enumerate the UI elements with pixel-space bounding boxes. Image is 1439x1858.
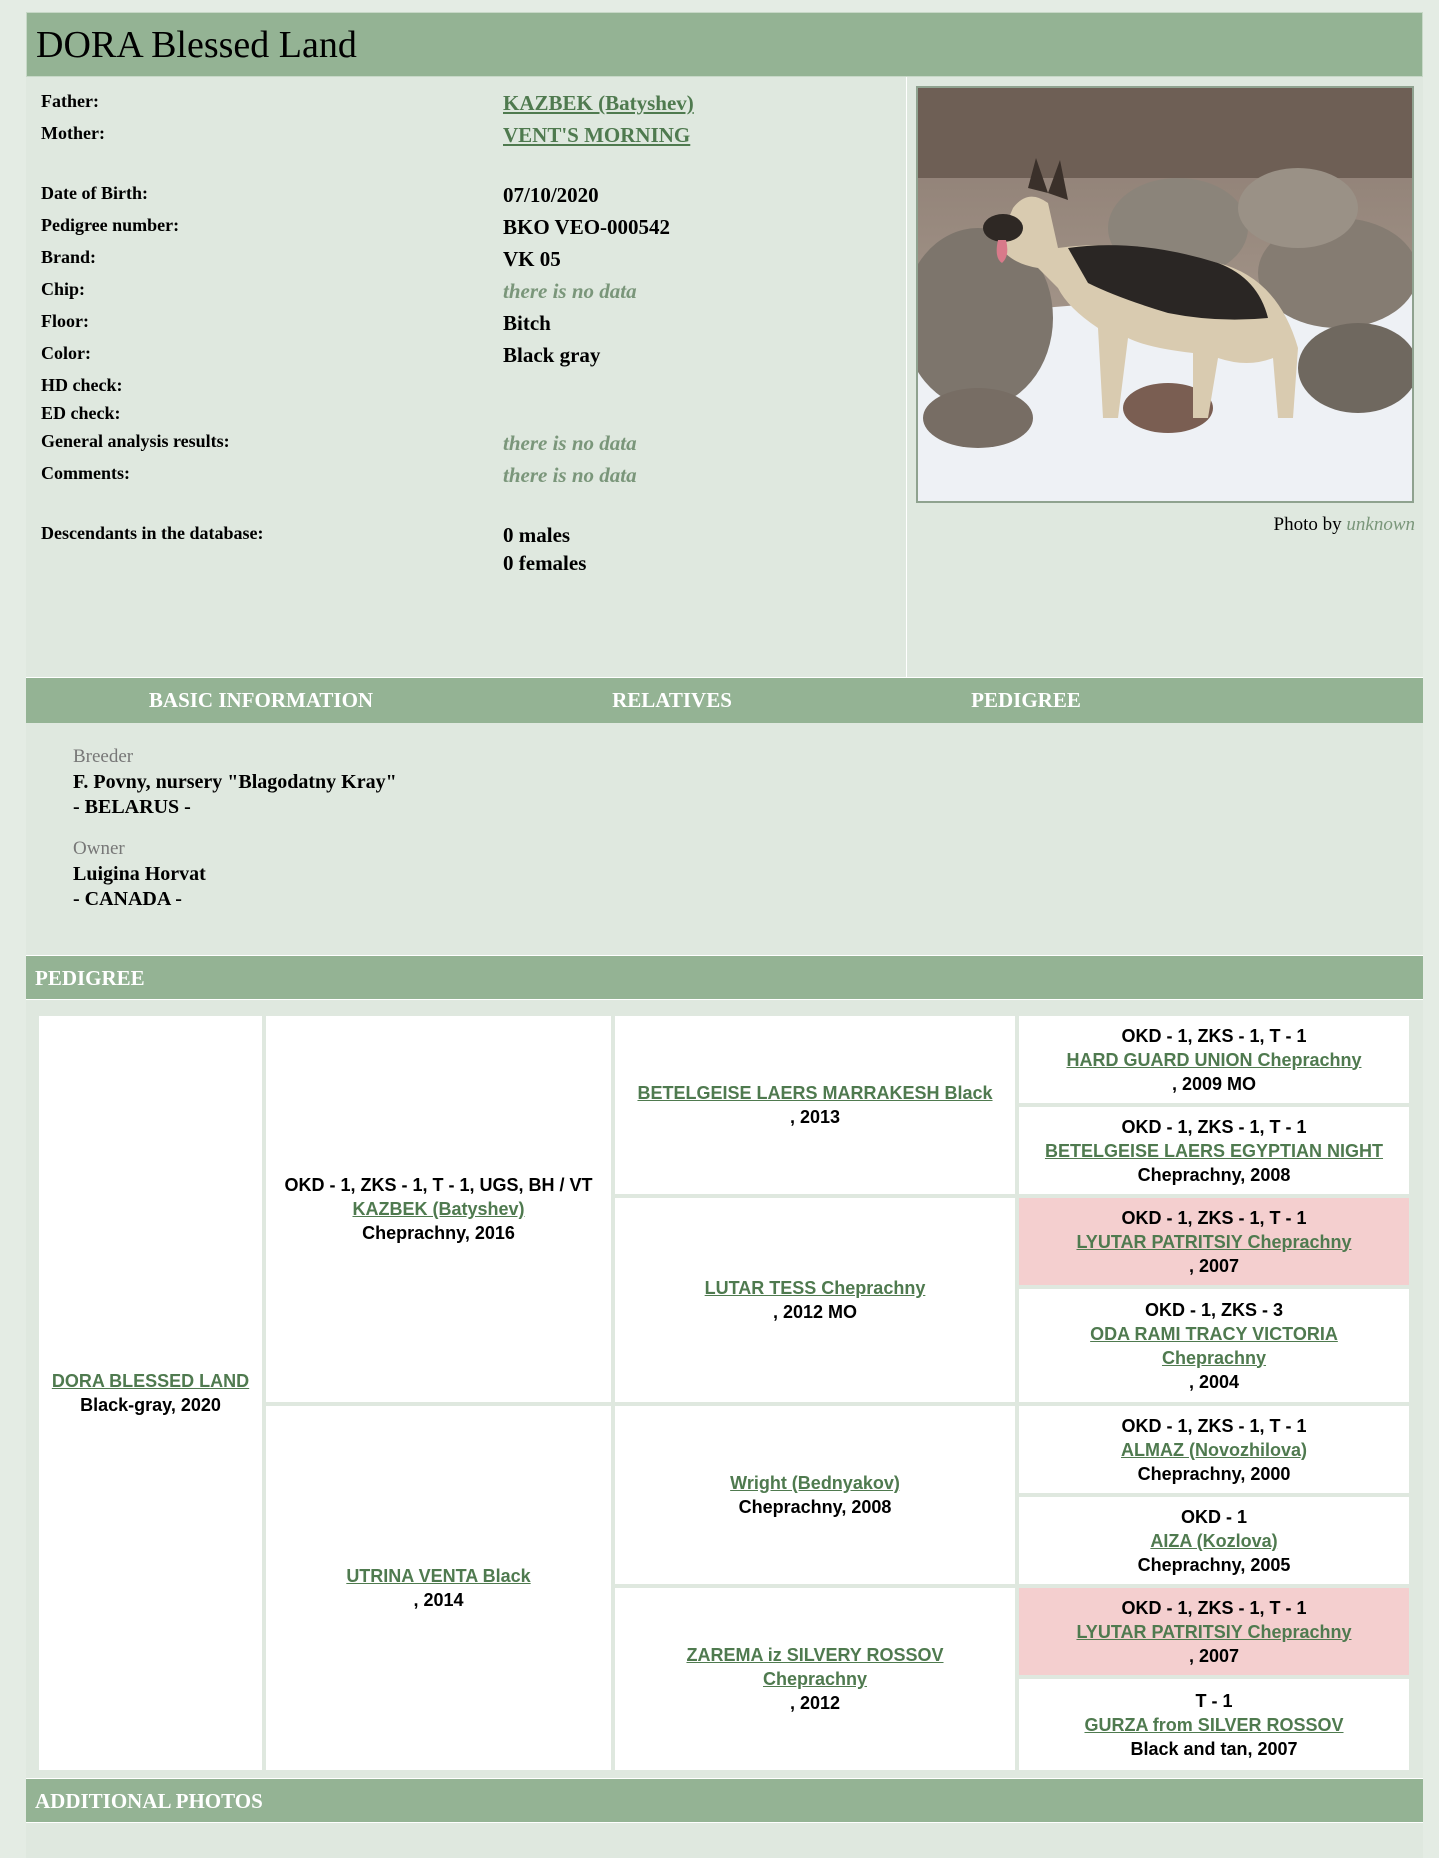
pedigree-g3-titles: OKD - 1, ZKS - 1, T - 1	[1121, 1116, 1307, 1137]
dog-photo-image	[918, 88, 1412, 501]
tab-basic-information[interactable]: BASIC INFORMATION	[148, 688, 374, 712]
pedigree-dam-sub: , 2014	[413, 1590, 464, 1610]
comments-label: Comments:	[41, 463, 130, 483]
pedigree-g3-link[interactable]: GURZA from SILVER ROSSOV	[1084, 1714, 1344, 1735]
descendants-females: 0 females	[503, 551, 587, 575]
pedigree-number-value: BKO VEO-000542	[503, 215, 671, 239]
tab-pedigree[interactable]: PEDIGREE	[971, 688, 1081, 712]
pedigree-g3-sub: Cheprachny, 2005	[1137, 1554, 1291, 1575]
pedigree-g3-sub: , 2007	[1188, 1255, 1240, 1276]
floor-value: Bitch	[503, 311, 551, 335]
pedigree-self-cell	[39, 1016, 262, 1770]
pedigree-g3-link[interactable]: ALMAZ (Novozhilova)	[1121, 1439, 1307, 1460]
pedigree-g3-cell	[1019, 1289, 1409, 1402]
pedigree-g2-sub: , 2013	[789, 1107, 841, 1127]
ed-label: ED check:	[41, 403, 121, 423]
pedigree-g3-sub: , 2009 MO	[1171, 1073, 1257, 1094]
basic-information-panel	[26, 723, 1423, 955]
dob-label: Date of Birth:	[41, 183, 148, 203]
pedigree-g3-titles: OKD - 1, ZKS - 1, T - 1	[1121, 1025, 1307, 1046]
pedigree-g3-titles: OKD - 1, ZKS - 3	[1144, 1299, 1283, 1320]
brand-value: VK 05	[503, 247, 561, 271]
pedigree-g2-sub: , 2012	[789, 1693, 841, 1713]
pedigree-sire-cell	[266, 1016, 611, 1402]
photo-panel	[907, 77, 1423, 677]
pedigree-g3-link[interactable]: AIZA (Kozlova)	[1150, 1530, 1278, 1551]
page-title: DORA Blessed Land	[36, 24, 357, 66]
additional-photos-section	[26, 1778, 1423, 1823]
pedigree-g3-link[interactable]: ODA RAMI TRACY VICTORIA Cheprachny	[1090, 1323, 1338, 1368]
pedigree-g3-link[interactable]: BETELGEISE LAERS EGYPTIAN NIGHT	[1044, 1140, 1384, 1161]
floor-label: Floor:	[41, 311, 89, 331]
pedigree-g2-cell	[615, 1588, 1015, 1770]
pedigree-g3-cell	[1019, 1679, 1409, 1770]
pedigree-g2-link[interactable]: BETELGEISE LAERS MARRAKESH Black	[637, 1083, 993, 1103]
color-label: Color:	[41, 343, 91, 363]
mother-label: Mother:	[41, 123, 105, 143]
pedigree-g3-sub: Cheprachny, 2000	[1137, 1463, 1291, 1484]
pedigree-sire-sub: Cheprachny, 2016	[362, 1223, 515, 1243]
pedigree-g3-sub: Cheprachny, 2008	[1137, 1164, 1291, 1185]
pedigree-self-link[interactable]: DORA BLESSED LAND	[51, 1371, 250, 1391]
father-link[interactable]: KAZBEK (Batyshev)	[503, 91, 694, 115]
pedigree-g3-titles: OKD - 1, ZKS - 1, T - 1	[1121, 1597, 1307, 1618]
pedigree-g3-sub: , 2007	[1188, 1645, 1240, 1666]
pedigree-g2-cell	[615, 1406, 1015, 1584]
pedigree-self-sub: Black-gray, 2020	[80, 1395, 221, 1415]
pedigree-section-title: PEDIGREE	[26, 955, 1423, 1000]
owner-caption: Owner	[73, 838, 125, 859]
analysis-value: there is no data	[503, 431, 637, 455]
breeder-name: F. Povny, nursery "Blagodatny Kray"	[73, 771, 397, 793]
pedigree-g3-titles: OKD - 1, ZKS - 1, T - 1	[1121, 1415, 1307, 1436]
pedigree-g3-cell	[1019, 1406, 1409, 1493]
owner-country: - CANADA -	[73, 888, 182, 910]
breeder-country: - BELARUS -	[73, 796, 191, 818]
pedigree-g3-titles: T - 1	[1195, 1690, 1233, 1711]
photo-caption-prefix: Photo by	[1273, 514, 1342, 535]
pedigree-g2-cell	[615, 1016, 1015, 1194]
pedigree-g3-link[interactable]: HARD GUARD UNION Cheprachny	[1066, 1049, 1362, 1070]
details-section	[26, 77, 1423, 677]
pedigree-sire-titles: OKD - 1, ZKS - 1, T - 1, UGS, BH / VT	[284, 1175, 593, 1195]
pedigree-g3-link[interactable]: LYUTAR PATRITSIY Cheprachny	[1076, 1621, 1352, 1642]
dog-profile-page	[26, 12, 1423, 1858]
pedigree-g3-titles: OKD - 1, ZKS - 1, T - 1	[1121, 1207, 1307, 1228]
pedigree-g2-link[interactable]: LUTAR TESS Cheprachny	[704, 1278, 926, 1298]
pedigree-g3-cell-highlighted	[1019, 1588, 1409, 1675]
tab-relatives[interactable]: RELATIVES	[612, 688, 732, 712]
pedigree-number-label: Pedigree number:	[41, 215, 180, 235]
pedigree-g3-titles: OKD - 1	[1180, 1506, 1247, 1527]
color-value: Black gray	[503, 343, 601, 367]
pedigree-g3-sub: Black and tan, 2007	[1130, 1738, 1298, 1759]
pedigree-g3-cell	[1019, 1107, 1409, 1194]
pedigree-g2-link[interactable]: ZAREMA iz SILVERY ROSSOV Cheprachny	[686, 1645, 944, 1689]
hd-label: HD check:	[41, 375, 123, 395]
chip-value: there is no data	[503, 279, 637, 303]
pedigree-g3-cell	[1019, 1016, 1409, 1103]
pedigree-g3-link[interactable]: LYUTAR PATRITSIY Cheprachny	[1076, 1231, 1352, 1252]
pedigree-dam-cell	[266, 1406, 611, 1770]
father-label: Father:	[41, 91, 99, 111]
photo-caption	[1274, 514, 1415, 536]
chip-label: Chip:	[41, 279, 86, 299]
details-panel	[26, 77, 907, 677]
analysis-label: General analysis results:	[41, 431, 230, 451]
owner-name: Luigina Horvat	[73, 863, 206, 885]
pedigree-g2-cell	[615, 1198, 1015, 1402]
additional-photos-title: ADDITIONAL PHOTOS	[26, 1778, 1423, 1823]
pedigree-g2-sub: Cheprachny, 2008	[738, 1497, 892, 1517]
descendants-males: 0 males	[503, 523, 571, 547]
pedigree-sire-link[interactable]: KAZBEK (Batyshev)	[352, 1199, 525, 1219]
mother-link[interactable]: VENT'S MORNING	[503, 123, 691, 147]
tab-bar	[26, 677, 1423, 723]
brand-label: Brand:	[41, 247, 97, 267]
pedigree-g3-cell-highlighted	[1019, 1198, 1409, 1285]
pedigree-g3-cell	[1019, 1497, 1409, 1584]
pedigree-dam-link[interactable]: UTRINA VENTA Black	[346, 1566, 531, 1586]
descendants-label: Descendants in the database:	[41, 523, 264, 543]
pedigree-g2-link[interactable]: Wright (Bednyakov)	[730, 1473, 900, 1493]
dob-value: 07/10/2020	[503, 183, 599, 207]
comments-value: there is no data	[503, 463, 637, 487]
pedigree-g2-sub: , 2012 MO	[772, 1302, 858, 1322]
title-bar	[26, 12, 1423, 77]
photo-author: unknown	[1346, 514, 1415, 535]
dog-photo[interactable]	[916, 86, 1414, 503]
pedigree-g3-sub: , 2004	[1188, 1371, 1240, 1392]
breeder-caption: Breeder	[73, 746, 134, 767]
pedigree-table	[26, 1000, 1423, 1770]
